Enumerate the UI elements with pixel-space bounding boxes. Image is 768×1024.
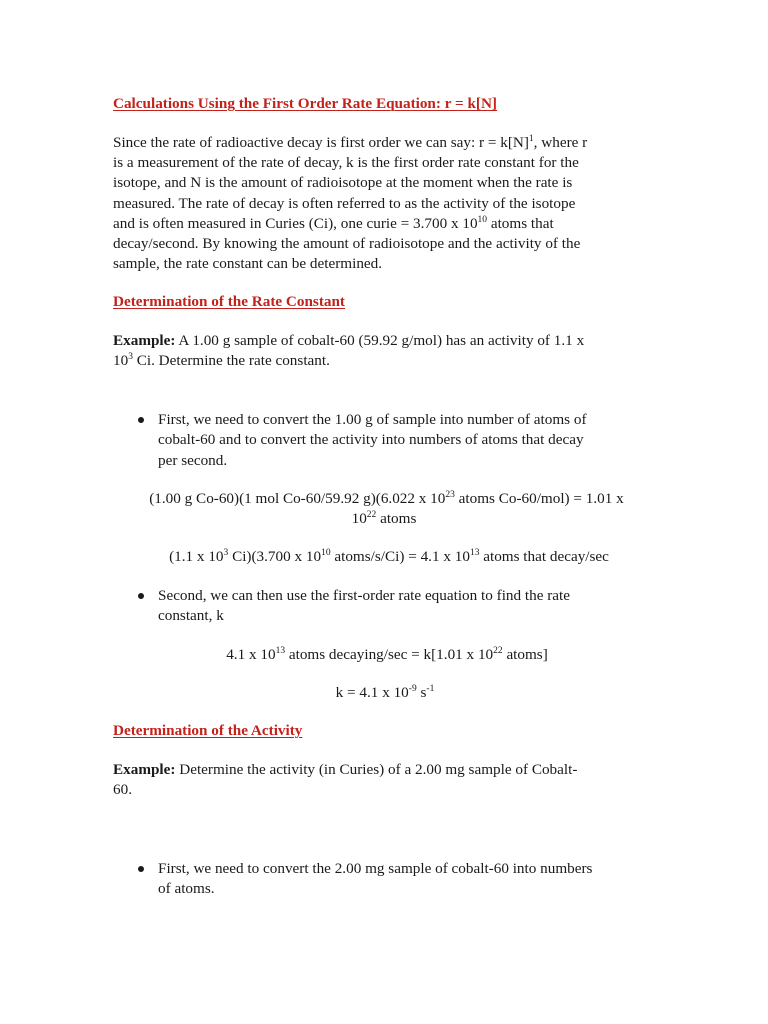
superscript: 3 [128,352,133,362]
equation-rate-law [0,645,768,665]
section-heading-activity: Determination of the Activity [113,722,303,739]
intro-line-6: decay/second. By knowing the amount of radioisotope and the activity of the [113,235,581,252]
superscript: 10 [321,548,331,558]
equation-2-text: (1.1 x 10 [169,548,224,565]
example-1-line-1 [113,331,584,351]
intro-line-1 [113,133,587,153]
bullet-1-line-2: cobalt-60 and to convert the activity into numbers of atoms that decay [158,431,584,448]
bullet-2-line-1: Second, we can then use the first-order rate equation to find the rate [158,587,571,604]
intro-line-1-tail: , where r [533,134,588,151]
equation-3-text: 4.1 x 10 [226,646,276,663]
superscript: -1 [426,684,435,694]
example-1-text: A 1.00 g sample of cobalt-60 (59.92 g/mol) has an activity of 1.1 x [175,332,585,349]
intro-line-2: is a measurement of the rate of decay, k is the first order rate constant for the [113,154,579,171]
example-1-line-2-text: 10 [113,352,129,369]
example-2-text: Determine the activity (in Curies) of a 2.00 mg sample of Cobalt- [175,761,578,778]
example-1-line-2 [113,351,330,371]
example-label: Example: [113,761,176,778]
equation-2-tail: atoms that decay/sec [479,548,609,565]
equation-3-tail: atoms] [502,646,548,663]
superscript: 13 [469,548,480,558]
superscript: 13 [275,646,286,656]
equation-1-text: (1.00 g Co-60)(1 mol Co-60/59.92 g)(6.022 x 10 [149,490,446,507]
equation-1-line-1 [0,489,768,509]
equation-3-mid: atoms decaying/sec = k[1.01 x 10 [285,646,494,663]
equation-1-line-2 [0,509,768,529]
equation-2-mid-2: atoms/s/Ci) = 4.1 x 10 [330,548,470,565]
equation-4-text: k = 4.1 x 10 [335,684,409,701]
example-label: Example: [113,332,176,349]
superscript: 23 [445,490,455,500]
intro-line-7: sample, the rate constant can be determined. [113,255,383,272]
bullet-icon [138,593,144,599]
equation-4-mid: s [416,684,427,701]
bullet-1-line-3: per second. [158,452,228,469]
superscript: 22 [493,646,503,656]
superscript: 10 [477,215,488,225]
intro-line-1-text: Since the rate of radioactive decay is first order we can say: r = k[N] [113,134,529,151]
equation-1-tail: atoms Co-60/mol) = 1.01 x [454,490,624,507]
equation-rate-constant-result [0,683,768,703]
section-heading-first-order-rate: Calculations Using the First Order Rate Equation: r = k[N] [113,95,497,112]
intro-line-4: measured. The rate of decay is often referred to as the activity of the isotope [113,195,576,212]
superscript: -9 [408,684,417,694]
bullet-icon [138,417,144,423]
section-heading-rate-constant: Determination of the Rate Constant [113,293,345,310]
intro-line-5-text: and is often measured in Curies (Ci), one curie = 3.700 x 10 [113,215,478,232]
bullet-3-line-1: First, we need to convert the 2.00 mg sample of cobalt-60 into numbers [158,860,593,877]
superscript: 22 [366,510,377,520]
superscript: 3 [223,548,229,558]
equation-1-line-2-tail: atoms [376,510,417,527]
bullet-1-line-1: First, we need to convert the 1.00 g of sample into number of atoms of [158,411,587,428]
equation-1-line-2-text: 10 [351,510,367,527]
example-1-line-2-tail: Ci. Determine the rate constant. [132,352,330,369]
bullet-3-line-2: of atoms. [158,880,215,897]
example-2-line-1 [113,760,577,780]
superscript: 1 [528,134,534,144]
equation-decay-rate [0,547,768,567]
intro-line-5 [113,214,554,234]
equation-2-mid: Ci)(3.700 x 10 [228,548,322,565]
bullet-icon [138,866,144,872]
intro-line-3: isotope, and N is the amount of radioisotope at the moment when the rate is [113,174,573,191]
intro-line-5-tail: atoms that [487,215,554,232]
example-2-line-2: 60. [113,781,132,798]
bullet-2-line-2: constant, k [158,607,224,624]
